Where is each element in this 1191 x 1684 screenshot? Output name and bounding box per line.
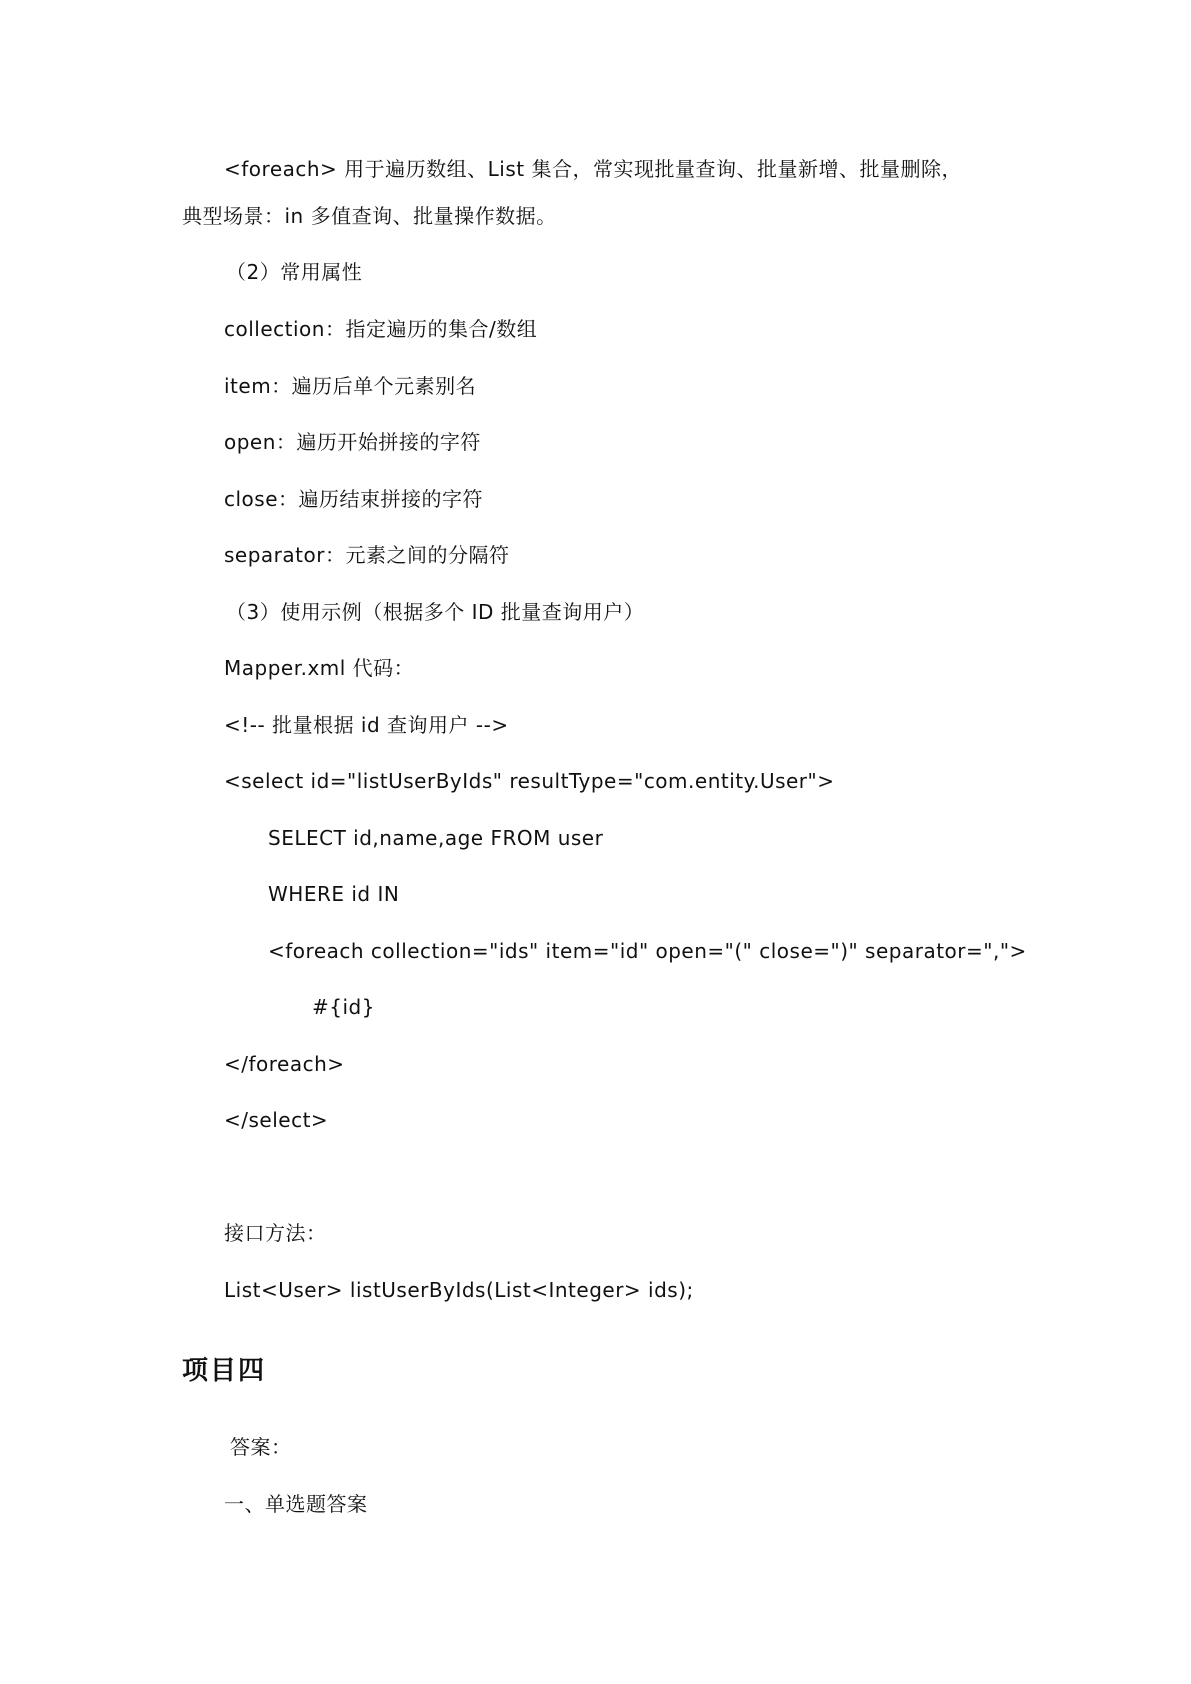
mapper-label: Mapper.xml 代码： <box>224 656 415 680</box>
code-select-close: </select> <box>224 1108 329 1132</box>
section-2-title: （2）常用属性 <box>226 260 363 284</box>
interface-label: 接口方法： <box>224 1221 327 1245</box>
code-comment: <!-- 批量根据 id 查询用户 --> <box>224 713 509 737</box>
attr-close: close：遍历结束拼接的字符 <box>224 487 484 511</box>
interface-code: List<User> listUserByIds(List<Integer> ids); <box>224 1278 694 1302</box>
code-foreach-open: <foreach collection="ids" item="id" open="(" close=")" separator=","> <box>268 939 1027 963</box>
attr-separator: separator：元素之间的分隔符 <box>224 543 510 567</box>
single-choice-label: 一、单选题答案 <box>224 1492 368 1516</box>
code-select-columns: SELECT id,name,age FROM user <box>268 826 604 850</box>
intro-line-2: 典型场景：in 多值查询、批量操作数据。 <box>182 204 557 228</box>
section-3-title: （3）使用示例（根据多个 ID 批量查询用户） <box>226 600 645 624</box>
project-heading: 项目四 <box>182 1356 267 1386</box>
code-id-placeholder: #{id} <box>312 995 375 1019</box>
attr-item: item：遍历后单个元素别名 <box>224 374 477 398</box>
answer-label: 答案： <box>230 1435 292 1459</box>
code-where: WHERE id IN <box>268 882 400 906</box>
attr-collection: collection：指定遍历的集合/数组 <box>224 317 538 341</box>
attr-open: open：遍历开始拼接的字符 <box>224 430 481 454</box>
intro-line-1: <foreach> 用于遍历数组、List 集合，常实现批量查询、批量新增、批量删除， <box>224 157 962 181</box>
code-select-open: <select id="listUserByIds" resultType="com.entity.User"> <box>224 769 835 793</box>
code-foreach-close: </foreach> <box>224 1052 345 1076</box>
